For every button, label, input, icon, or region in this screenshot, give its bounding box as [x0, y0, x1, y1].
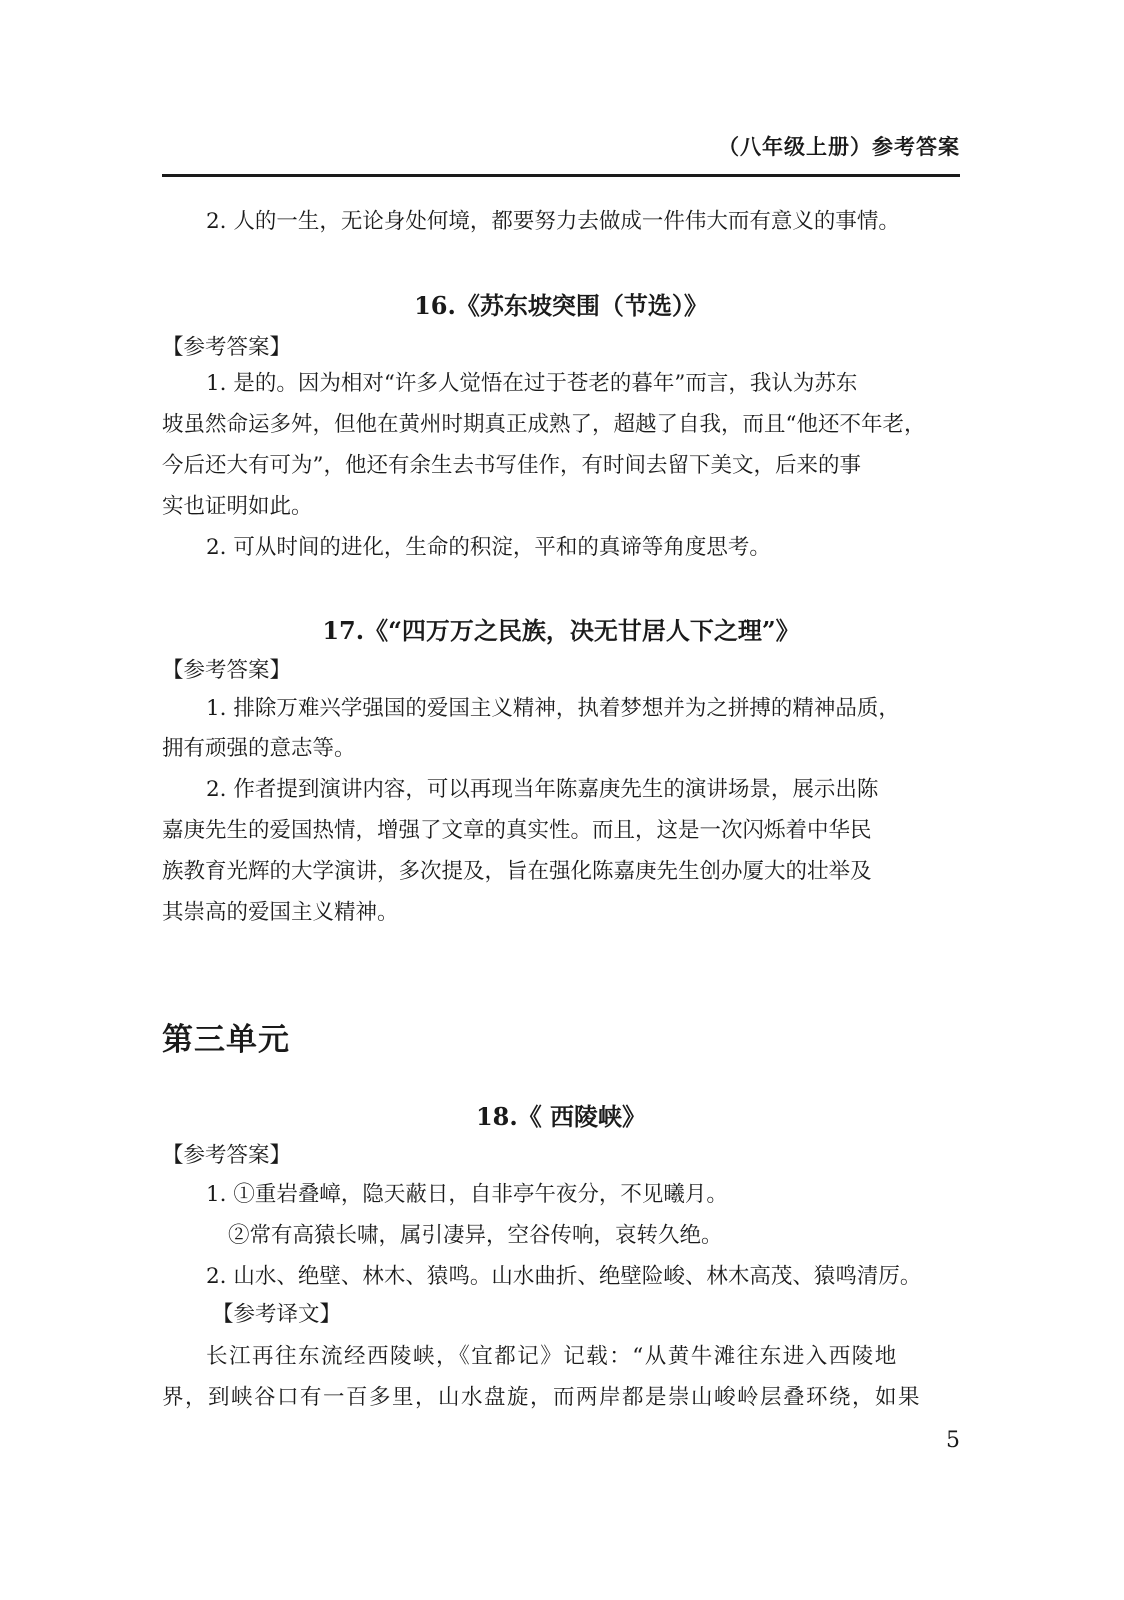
answer-line: 2. 人的一生，无论身处何境，都要努力去做成一件伟大而有意义的事情。: [206, 209, 900, 234]
answer-line: 2. 可从时间的进化，生命的积淀，平和的真谛等角度思考。: [206, 535, 771, 560]
translation-tag: 【参考译文】: [212, 1302, 342, 1327]
header-rule: [162, 174, 960, 177]
answer-line: 1. 是的。因为相对“许多人觉悟在过于苍老的暮年”而言，我认为苏东: [206, 371, 858, 396]
translation-line: 长江再往东流经西陵峡，《宜都记》记载：“从黄牛滩往东进入西陵地: [206, 1344, 898, 1369]
unit-title: 第三单元: [162, 1022, 290, 1058]
answer-tag-17: 【参考答案】: [162, 658, 292, 683]
translation-line: 界，到峡谷口有一百多里，山水盘旋，而两岸都是崇山峻岭层叠环绕，如果: [162, 1385, 922, 1410]
answer-line: 2. 作者提到演讲内容，可以再现当年陈嘉庚先生的演讲场景，展示出陈: [206, 777, 879, 802]
answer-tag-16: 【参考答案】: [162, 335, 292, 360]
answer-line: 拥有顽强的意志等。: [162, 736, 356, 761]
answer-line: 实也证明如此。: [162, 494, 313, 519]
answer-line: 1. ①重岩叠嶂，隐天蔽日，自非亭午夜分，不见曦月。: [206, 1182, 728, 1207]
answer-line: 其崇高的爱国主义精神。: [162, 900, 399, 925]
answer-line: ②常有高猿长啸，属引凄异，空谷传响，哀转久绝。: [228, 1223, 723, 1248]
page-number: 5: [946, 1428, 960, 1453]
answer-line: 今后还大有可为”，他还有余生去书写佳作，有时间去留下美文，后来的事: [162, 453, 861, 478]
answer-line: 1. 排除万难兴学强国的爱国主义精神，执着梦想并为之拼搏的精神品质，: [206, 696, 900, 721]
answer-tag-18: 【参考答案】: [162, 1143, 292, 1168]
document-page: [162, 0, 960, 1600]
section-title-18: 18.《 西陵峡》: [475, 1102, 647, 1131]
answer-line: 嘉庚先生的爱国热情，增强了文章的真实性。而且，这是一次闪烁着中华民: [162, 818, 872, 843]
running-header: （八年级上册）参考答案: [718, 135, 960, 159]
answer-line: 族教育光辉的大学演讲，多次提及，旨在强化陈嘉庚先生创办厦大的壮举及: [162, 859, 872, 884]
answer-line: 坡虽然命运多舛，但他在黄州时期真正成熟了，超越了自我，而且“他还不年老，: [162, 412, 926, 437]
section-title-16: 16.《苏东坡突围（节选）》: [414, 291, 708, 320]
section-title-17: 17.《“四万万之民族，决无甘居人下之理”》: [322, 616, 800, 645]
answer-line: 2. 山水、绝壁、林木、猿鸣。山水曲折、绝壁险峻、林木高茂、猿鸣清厉。: [206, 1264, 922, 1289]
